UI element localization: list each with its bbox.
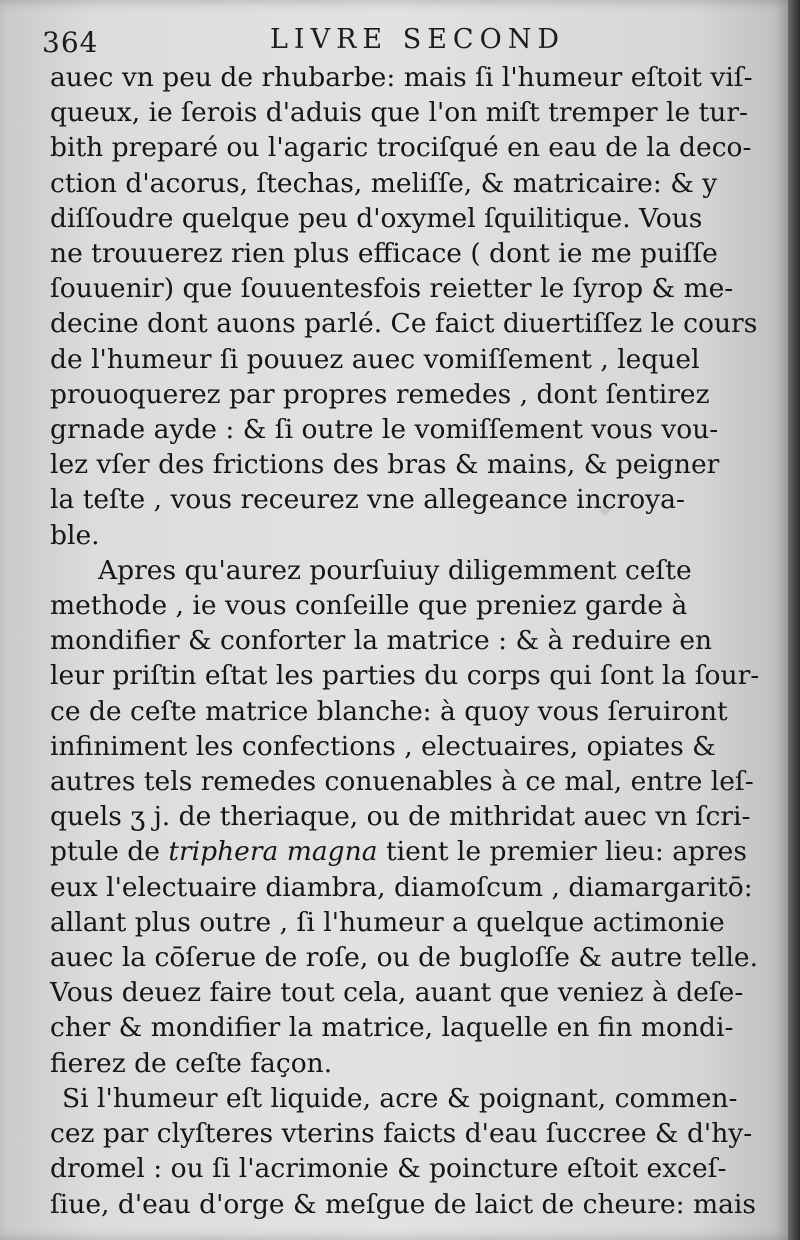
text-line: grnade ayde : & ſi outre le vomiſſement vous vou-: [50, 414, 719, 446]
text-line: mondifier & conforter la matrice : & à reduire en: [50, 625, 713, 657]
text-line: auec vn peu de rhubarbe: mais ſi l'humeur eſtoit viſ-: [50, 62, 753, 93]
paragraph-start-line: Si l'humeur eſt liquide, acre & poignant, commen-: [62, 1082, 738, 1114]
text-fragment: tient le premier lieu: apres: [385, 836, 747, 868]
text-fragment: ptule de: [50, 836, 160, 868]
italic-term: triphera magna: [168, 836, 378, 868]
text-line: ction d'acorus, ſtechas, meliſſe, & matricaire: & y: [50, 167, 718, 199]
text-line: eux l'electuaire diambra, diamoſcum , diamargaritō:: [50, 871, 753, 903]
text-line: allant plus outre , ſi l'humeur a quelque actimonie: [50, 906, 725, 938]
text-line: quels ʒ j. de theriaque, ou de mithridat auec vn ſcri-: [50, 801, 751, 833]
text-line: auec la cōſerue de roſe, ou de bugloſſe & autre telle.: [50, 942, 759, 974]
text-line: [50, 834, 747, 869]
text-line: leur priſtin eſtat les parties du corps qui ſont la ſour-: [50, 660, 760, 692]
text-line: la teſte , vous receurez vne allegeance incroya-: [50, 484, 685, 516]
text-line: diſſoudre quelque peu d'oxymel ſquilitique. Vous: [50, 202, 703, 234]
text-line: queux, ie ſerois d'aduis que l'on miſt tremper le tur-: [50, 97, 748, 129]
paragraph-start-line: Apres qu'aurez pourſuiuy diligemment ceſte: [98, 554, 692, 586]
text-line: cher & mondifier la matrice, laquelle en fin mondi-: [50, 1012, 734, 1044]
text-line: bith preparé ou l'agaric trociſqué en eau de la deco-: [50, 132, 752, 164]
text-line: ſouuenir) que ſouuentesfois reietter le ſyrop & me-: [50, 273, 734, 305]
text-line: decine dont auons parlé. Ce faict diuertiſſez le cours: [50, 308, 758, 340]
page-header: [42, 22, 742, 62]
running-title: LIVRE SECOND: [270, 24, 565, 55]
text-line: ſiue, d'eau d'orge & meſgue de laict de cheure: mais: [50, 1188, 756, 1220]
text-line: fierez de ceſte façon.: [50, 1047, 333, 1079]
text-line: ce de ceſte matrice blanche: à quoy vous ſeruiront: [50, 695, 728, 727]
text-block: [50, 60, 760, 1222]
text-line: dromel : ou ſi l'acrimonie & poincture eſtoit exceſ-: [50, 1153, 727, 1185]
text-line: lez vſer des frictions des bras & mains, & peigner: [50, 449, 720, 481]
text-line: cez par clyſteres vterins faicts d'eau ſuccree & d'hy-: [50, 1118, 753, 1150]
page-number: 364: [42, 26, 99, 59]
text-line: de l'humeur ſi pouuez auec vomiſſement , lequel: [50, 343, 700, 375]
text-line: Vous deuez faire tout cela, auant que veniez à deſe-: [50, 977, 744, 1009]
text-line: prouoquerez par propres remedes , dont ſentirez: [50, 378, 710, 410]
text-line: ne trouuerez rien plus efficace ( dont ie me puiſſe: [50, 238, 718, 270]
page-edge-shadow: [788, 0, 800, 1240]
text-line: methode , ie vous conſeille que preniez garde à: [50, 590, 688, 622]
text-line: autres tels remedes conuenables à ce mal, entre leſ-: [50, 766, 754, 798]
text-line: infiniment les confections , electuaires, opiates &: [50, 730, 716, 762]
text-line: ble.: [50, 519, 100, 551]
